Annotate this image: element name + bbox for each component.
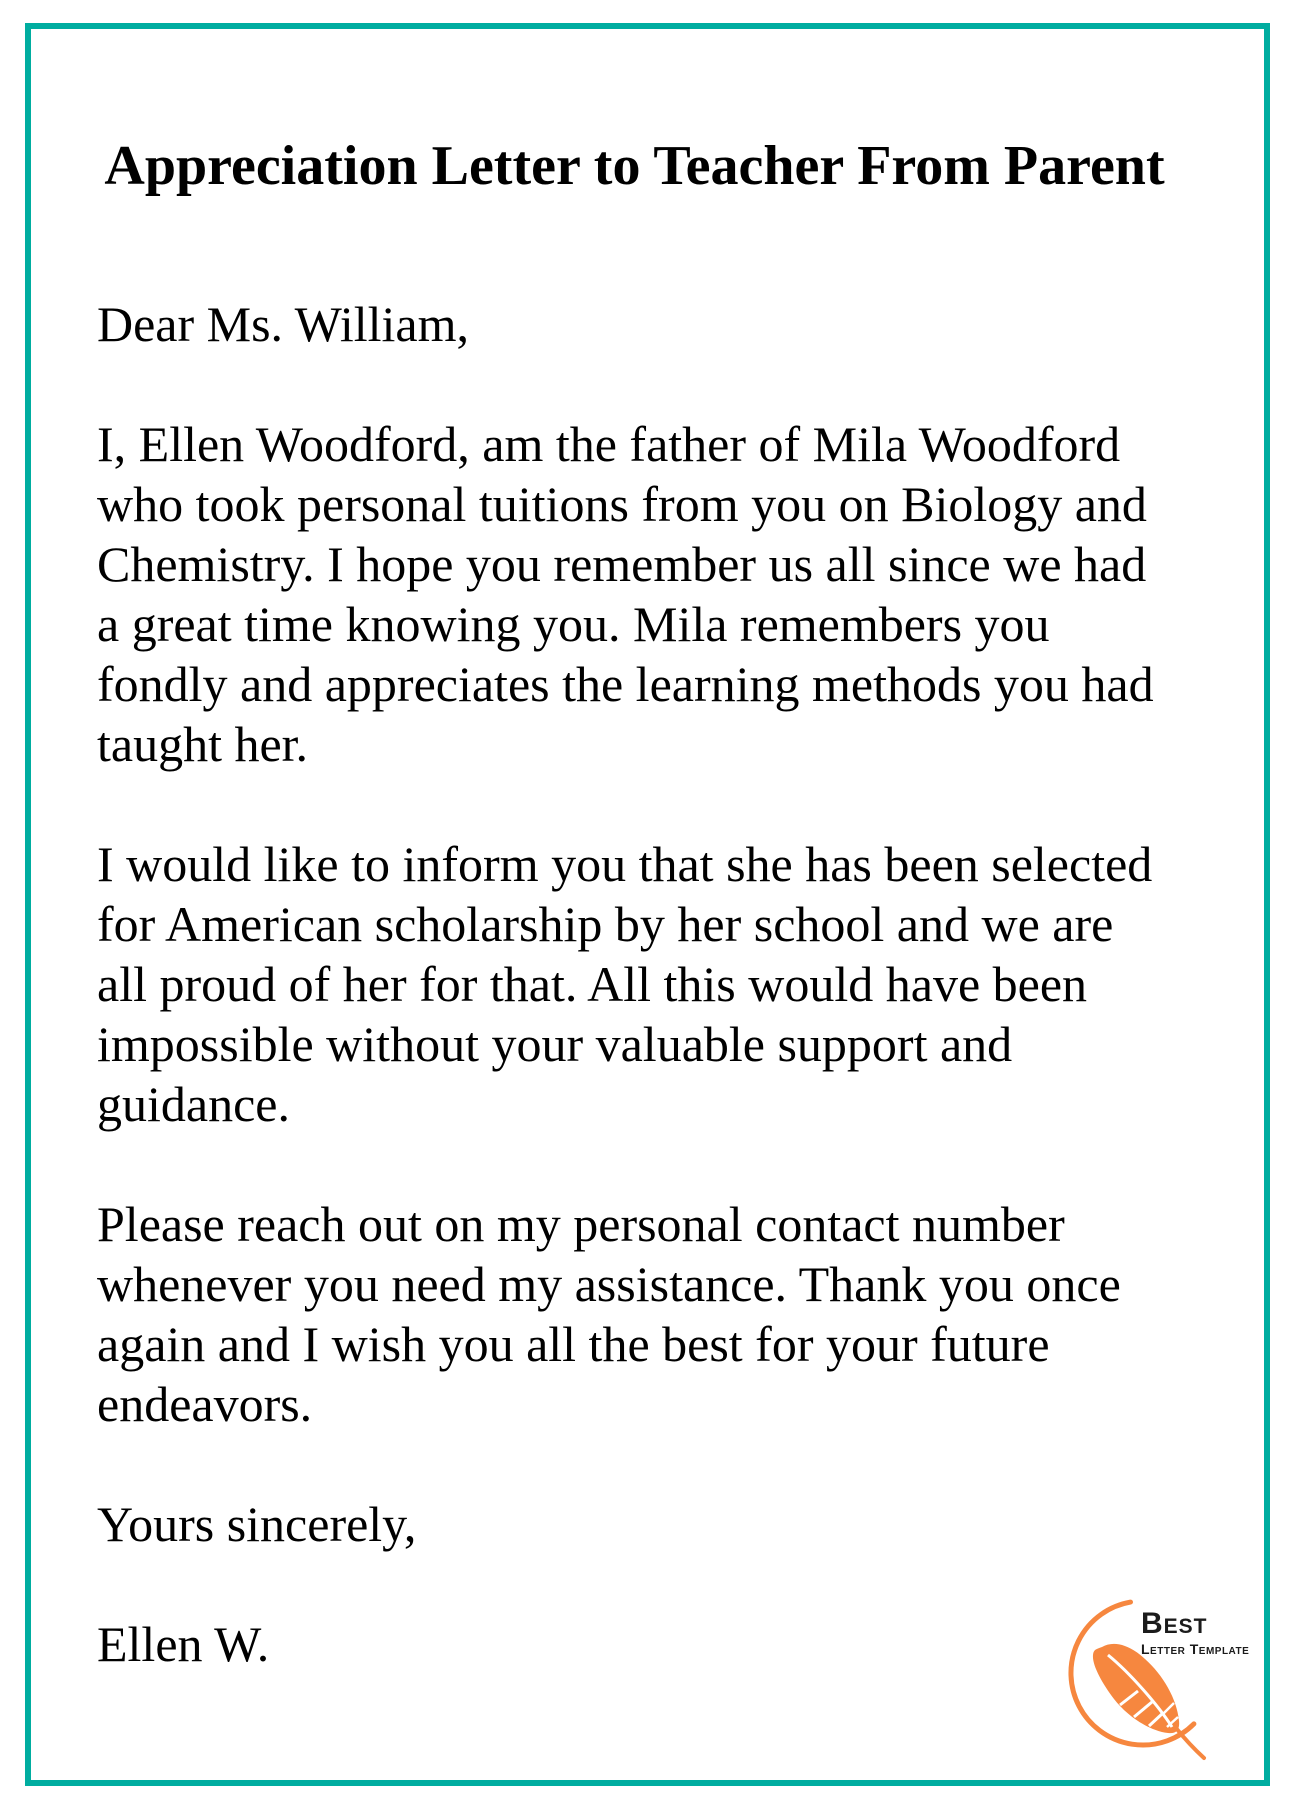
paragraph-line: Please reach out on my personal contact number bbox=[97, 1196, 1065, 1252]
paragraph-line: I, Ellen Woodford, am the father of Mila Woodford bbox=[97, 416, 1121, 472]
paragraph-line: Chemistry. I hope you remember us all since we had bbox=[97, 536, 1147, 592]
paragraph-line: guidance. bbox=[97, 1076, 290, 1132]
salutation-text: Dear Ms. William, bbox=[97, 296, 469, 352]
logo-tagline-text: Letter Template bbox=[1141, 1641, 1250, 1657]
paragraph-3 bbox=[97, 1194, 1121, 1434]
paragraph-line: for American scholarship by her school and we are bbox=[97, 896, 1114, 952]
paragraph-line: I would like to inform you that she has been selected bbox=[97, 836, 1153, 892]
brand-logo bbox=[1050, 1585, 1255, 1780]
paragraph-line: who took personal tuitions from you on Biology and bbox=[97, 476, 1147, 532]
signature-text: Ellen W. bbox=[97, 1616, 270, 1672]
paragraph-line: whenever you need my assistance. Thank you once bbox=[97, 1256, 1121, 1312]
salutation bbox=[97, 294, 469, 354]
paragraph-line: a great time knowing you. Mila remembers you bbox=[97, 596, 1050, 652]
signature bbox=[97, 1614, 269, 1674]
paragraph-line: all proud of her for that. All this would have been bbox=[97, 956, 1088, 1012]
closing-text: Yours sincerely, bbox=[97, 1496, 417, 1552]
feather-icon bbox=[1093, 1644, 1204, 1758]
logo-brand-text: Best bbox=[1141, 1607, 1208, 1640]
closing bbox=[97, 1494, 416, 1554]
letter-title: Appreciation Letter to Teacher From Parent bbox=[104, 135, 1165, 197]
paragraph-line: taught her. bbox=[97, 716, 309, 772]
paragraph-line: again and I wish you all the best for your future bbox=[97, 1316, 1050, 1372]
paragraph-line: endeavors. bbox=[97, 1376, 313, 1432]
paragraph-line: impossible without your valuable support and bbox=[97, 1016, 1013, 1072]
paragraph-line: fondly and appreciates the learning methods you had bbox=[97, 656, 1154, 712]
paragraph-2 bbox=[97, 834, 1152, 1134]
paragraph-1 bbox=[97, 414, 1154, 774]
